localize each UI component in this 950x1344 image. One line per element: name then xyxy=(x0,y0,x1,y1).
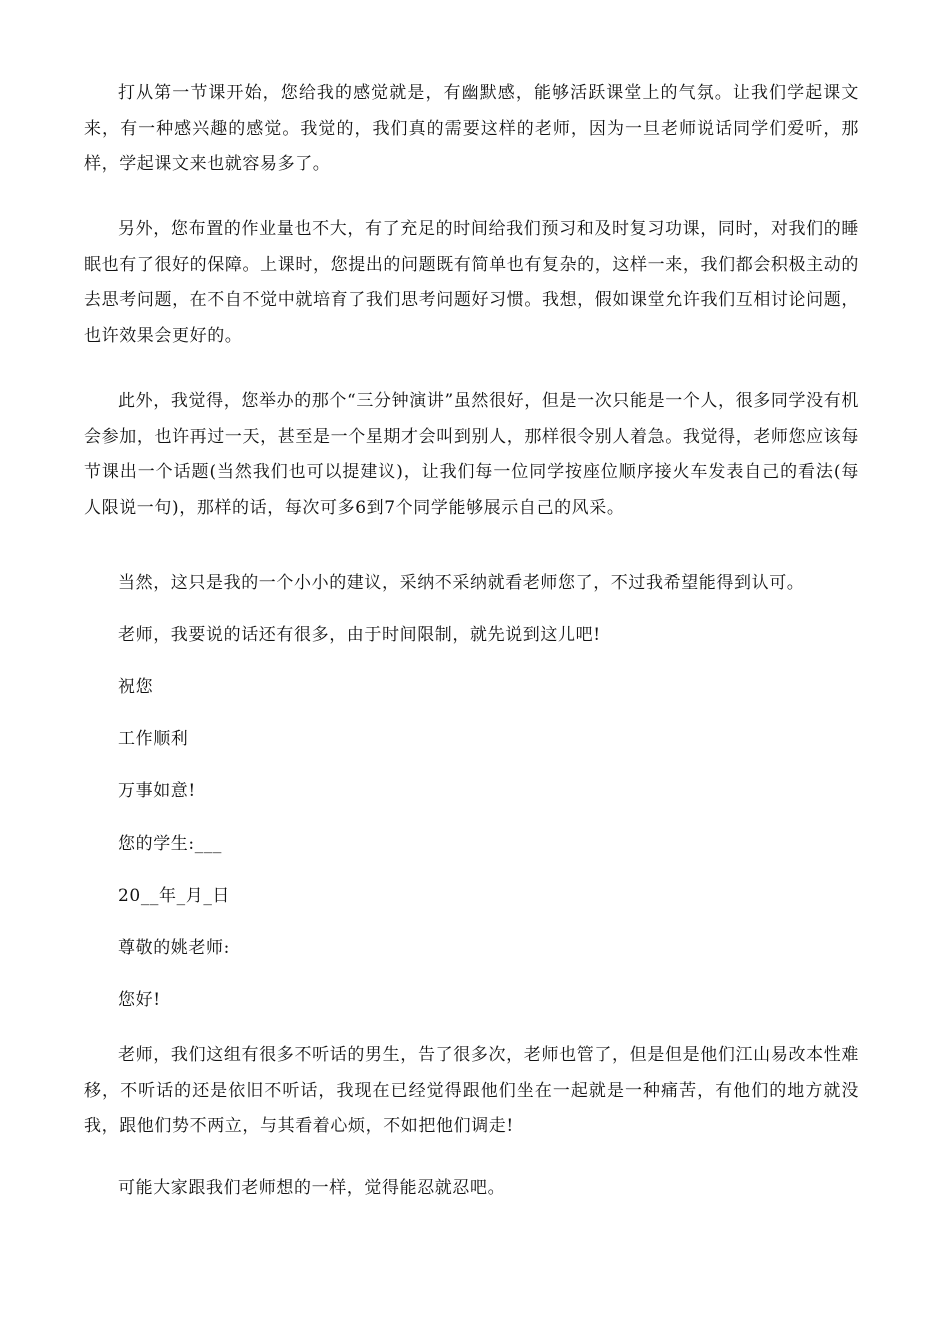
salutation-line: 尊敬的姚老师: xyxy=(118,938,230,958)
student-signature-line: 您的学生:___ xyxy=(118,834,223,854)
wish-everything-line: 万事如意! xyxy=(118,781,196,801)
suggestion-line: 当然，这只是我的一个小小的建议，采纳不采纳就看老师您了，不过我希望能得到认可。 xyxy=(118,573,805,593)
paragraph-homework: 另外，您布置的作业量也不大，有了充足的时间给我们预习和及时复习功课，同时，对我们的睡眠也有了很好的保障。上课时，您提出的问题既有简单也有复杂的，这样一来，我们都会积极主动的去思考问题，在不自不觉中就培育了我们思考问题好习惯。我想，假如课堂允许我们互相讨论问题，也许效果会更好的。 xyxy=(84,219,859,346)
greeting-line: 您好! xyxy=(118,990,161,1010)
date-line: 20__年_月_日 xyxy=(118,886,231,906)
paragraph-speech: 此外，我觉得，您举办的那个“三分钟演讲”虽然很好，但是一次只能是一个人，很多同学没有机会参加，也许再过一天，甚至是一个星期才会叫到别人，那样很令别人着急。我觉得，老师您应该每节课出一个话题(当然我们也可以提建议)，让我们每一位同学按座位顺序接火车发表自己的看法(每人限说一句)，那样的话，每次可多6到7个同学能够展示自己的风采。 xyxy=(84,391,859,518)
final-line: 可能大家跟我们老师想的一样，觉得能忍就忍吧。 xyxy=(118,1178,506,1198)
paragraph-complaint: 老师，我们这组有很多不听话的男生，告了很多次，老师也管了，但是但是他们江山易改本性难移，不听话的还是依旧不听话，我现在已经觉得跟他们坐在一起就是一种痛苦，有他们的地方就没我，跟他们势不两立，与其看着心烦，不如把他们调走! xyxy=(84,1045,859,1136)
paragraph-first-class: 打从第一节课开始，您给我的感觉就是，有幽默感，能够活跃课堂上的气氛。让我们学起课文来，有一种感兴趣的感觉。我觉的，我们真的需要这样的老师，因为一旦老师说话同学们爱听，那样，学起课文来也就容易多了。 xyxy=(84,83,859,174)
wish-line: 祝您 xyxy=(118,677,154,697)
wish-work-line: 工作顺利 xyxy=(118,729,189,749)
time-limit-line: 老师，我要说的话还有很多，由于时间限制，就先说到这儿吧! xyxy=(118,625,601,645)
